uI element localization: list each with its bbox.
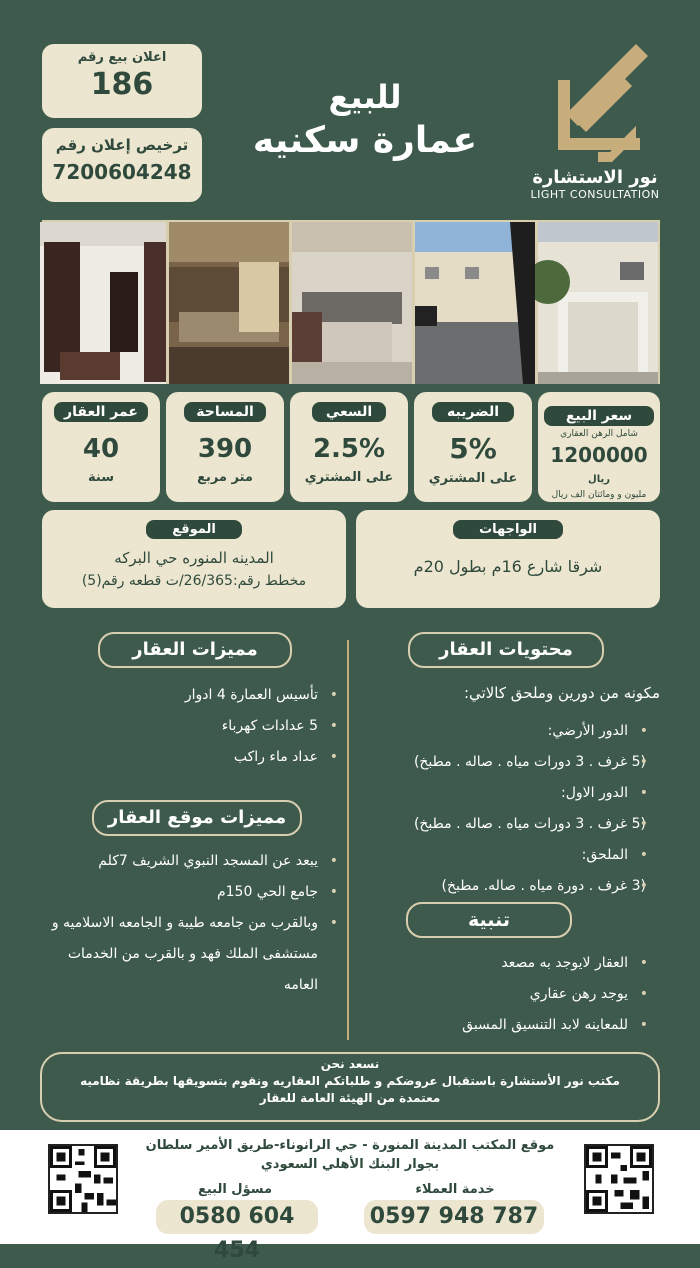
pleased-line2: معتمدة من الهيئة العامة للعقار — [259, 1091, 441, 1105]
stat-tax-sub: على المشتري — [428, 471, 518, 486]
photo-living-room — [292, 222, 412, 384]
list-item: • (3 غرف . دورة مياه . صاله. مطبخ) — [360, 871, 650, 902]
stat-tax-value: 5% — [449, 432, 497, 465]
footer — [0, 1130, 700, 1263]
list-item: • الدور الأرضي: — [360, 716, 650, 747]
sales-label: مسؤل البيع — [197, 1182, 273, 1197]
page-title — [230, 78, 500, 161]
brand-en: LIGHT CONSULTATION — [530, 188, 660, 201]
photo-exterior-street — [415, 222, 535, 384]
facades-box — [356, 510, 660, 608]
stat-commission-label: السعي — [312, 402, 386, 422]
pleased-title: نسعد نحن — [320, 1057, 380, 1071]
photo-corridor — [40, 222, 166, 384]
list-item: • 5 عدادات كهرباء — [40, 711, 340, 742]
stat-age-label: عمر العقار — [54, 402, 148, 422]
license-box — [42, 128, 202, 202]
list-item: • يوجد رهن عقاري — [360, 979, 650, 1010]
list-item: • (5 غرف . 3 دورات مياه . صاله . مطبخ) — [360, 747, 650, 778]
list-item: • (5 غرف . 3 دورات مياه . صاله . مطبخ) — [360, 809, 650, 840]
stat-price-value-row — [538, 443, 660, 486]
license-label: ترخيص إعلان رقم — [55, 136, 189, 154]
service-phone[interactable]: 0597 948 787 — [364, 1200, 544, 1234]
contents-title: محتويات العقار — [408, 632, 604, 668]
location-label: الموقع — [146, 520, 242, 539]
contents-list — [360, 716, 650, 902]
features-list — [40, 680, 340, 773]
location-line1: المدينه المنوره حي البركه — [114, 549, 274, 567]
list-item: • جامع الحي 150م — [40, 877, 340, 908]
stat-price-note: شامل الرهن العقاري — [560, 429, 638, 439]
list-item: • الملحق: — [360, 840, 650, 871]
stat-area — [166, 392, 284, 502]
stat-price-label: سعر البيع — [544, 406, 654, 426]
photo-majlis — [169, 222, 289, 384]
office-address — [130, 1136, 570, 1174]
list-item: • وبالقرب من جامعه طيبة و الجامعه الاسلاميه و مستشفى الملك فهد و بالقرب من الخدمات العامه — [40, 908, 340, 1001]
stat-price-sub: مليون و ومائتان الف ريال — [551, 490, 647, 500]
ad-number-label: اعلان بيع رقم — [77, 50, 167, 65]
stat-age-value: 40 — [82, 434, 120, 464]
facades-text: شرقا شارع 16م بطول 20م — [413, 557, 603, 576]
license-number: 7200604248 — [52, 160, 192, 184]
stat-price — [538, 392, 660, 502]
notice-title: تنبية — [406, 902, 572, 938]
service-label: خدمة العملاء — [415, 1182, 495, 1197]
location-features-list — [40, 846, 340, 1001]
office-line2: بجوار البنك الأهلي السعودي — [260, 1157, 440, 1172]
pleased-box — [40, 1052, 660, 1122]
title-line2: عمارة سكنيه — [252, 120, 478, 161]
list-item: • يبعد عن المسجد النبوي الشريف 7كلم — [40, 846, 340, 877]
features-title: مميزات العقار — [98, 632, 292, 668]
logo-mark-icon — [540, 40, 650, 165]
photo-strip — [42, 220, 660, 384]
column-divider — [347, 640, 349, 1040]
brand-ar: نور الاستشارة — [532, 167, 658, 188]
qr-code-right-icon[interactable] — [584, 1144, 654, 1214]
ad-number: 186 — [90, 67, 154, 102]
sales-phone[interactable]: 0580 604 454 — [156, 1200, 318, 1234]
location-box — [42, 510, 346, 608]
list-item: • للمعاينه لابد التنسيق المسبق — [360, 1010, 650, 1041]
stat-tax — [414, 392, 532, 502]
stat-age-sub: سنة — [88, 470, 114, 485]
stat-commission-value: 2.5% — [312, 434, 386, 464]
stat-price-value: 1200000 — [550, 443, 648, 467]
list-item: • عداد ماء راكب — [40, 742, 340, 773]
facades-label: الواجهات — [453, 520, 563, 539]
brand-logo — [520, 40, 670, 210]
qr-code-left-icon[interactable] — [48, 1144, 118, 1214]
location-line2: مخطط رقم:26/365/ت قطعه رقم(5) — [81, 573, 307, 589]
stat-age — [42, 392, 160, 502]
ad-number-box — [42, 44, 202, 118]
notice-list — [360, 948, 650, 1041]
contents-intro: مكونه من دورين وملحق كالاتي: — [463, 684, 660, 702]
stat-commission-sub: على المشتري — [304, 470, 394, 485]
list-item: • العقار لايوجد به مصعد — [360, 948, 650, 979]
location-features-title: مميزات موقع العقار — [92, 800, 302, 836]
stat-price-currency: ريال — [588, 474, 610, 485]
stat-area-label: المساحة — [184, 402, 266, 422]
pleased-line1: مكتب نور الأستشارة باستقبال عروضكم و طلباتكم العقاريه ونقوم بتسويقها بطريقة نظاميه — [80, 1074, 620, 1088]
photo-exterior-gate — [538, 222, 658, 384]
stat-tax-label: الضريبه — [432, 402, 514, 422]
office-line1: موقع المكتب المدينة المنورة - حي الرانوناء-طريق الأمير سلطان — [145, 1138, 555, 1153]
stat-area-value: 390 — [197, 434, 253, 464]
list-item: • تأسيس العمارة 4 ادوار — [40, 680, 340, 711]
stat-commission — [290, 392, 408, 502]
title-line1: للبيع — [328, 78, 402, 116]
list-item: • الدور الاول: — [360, 778, 650, 809]
stat-area-sub: متر مربع — [197, 470, 253, 485]
